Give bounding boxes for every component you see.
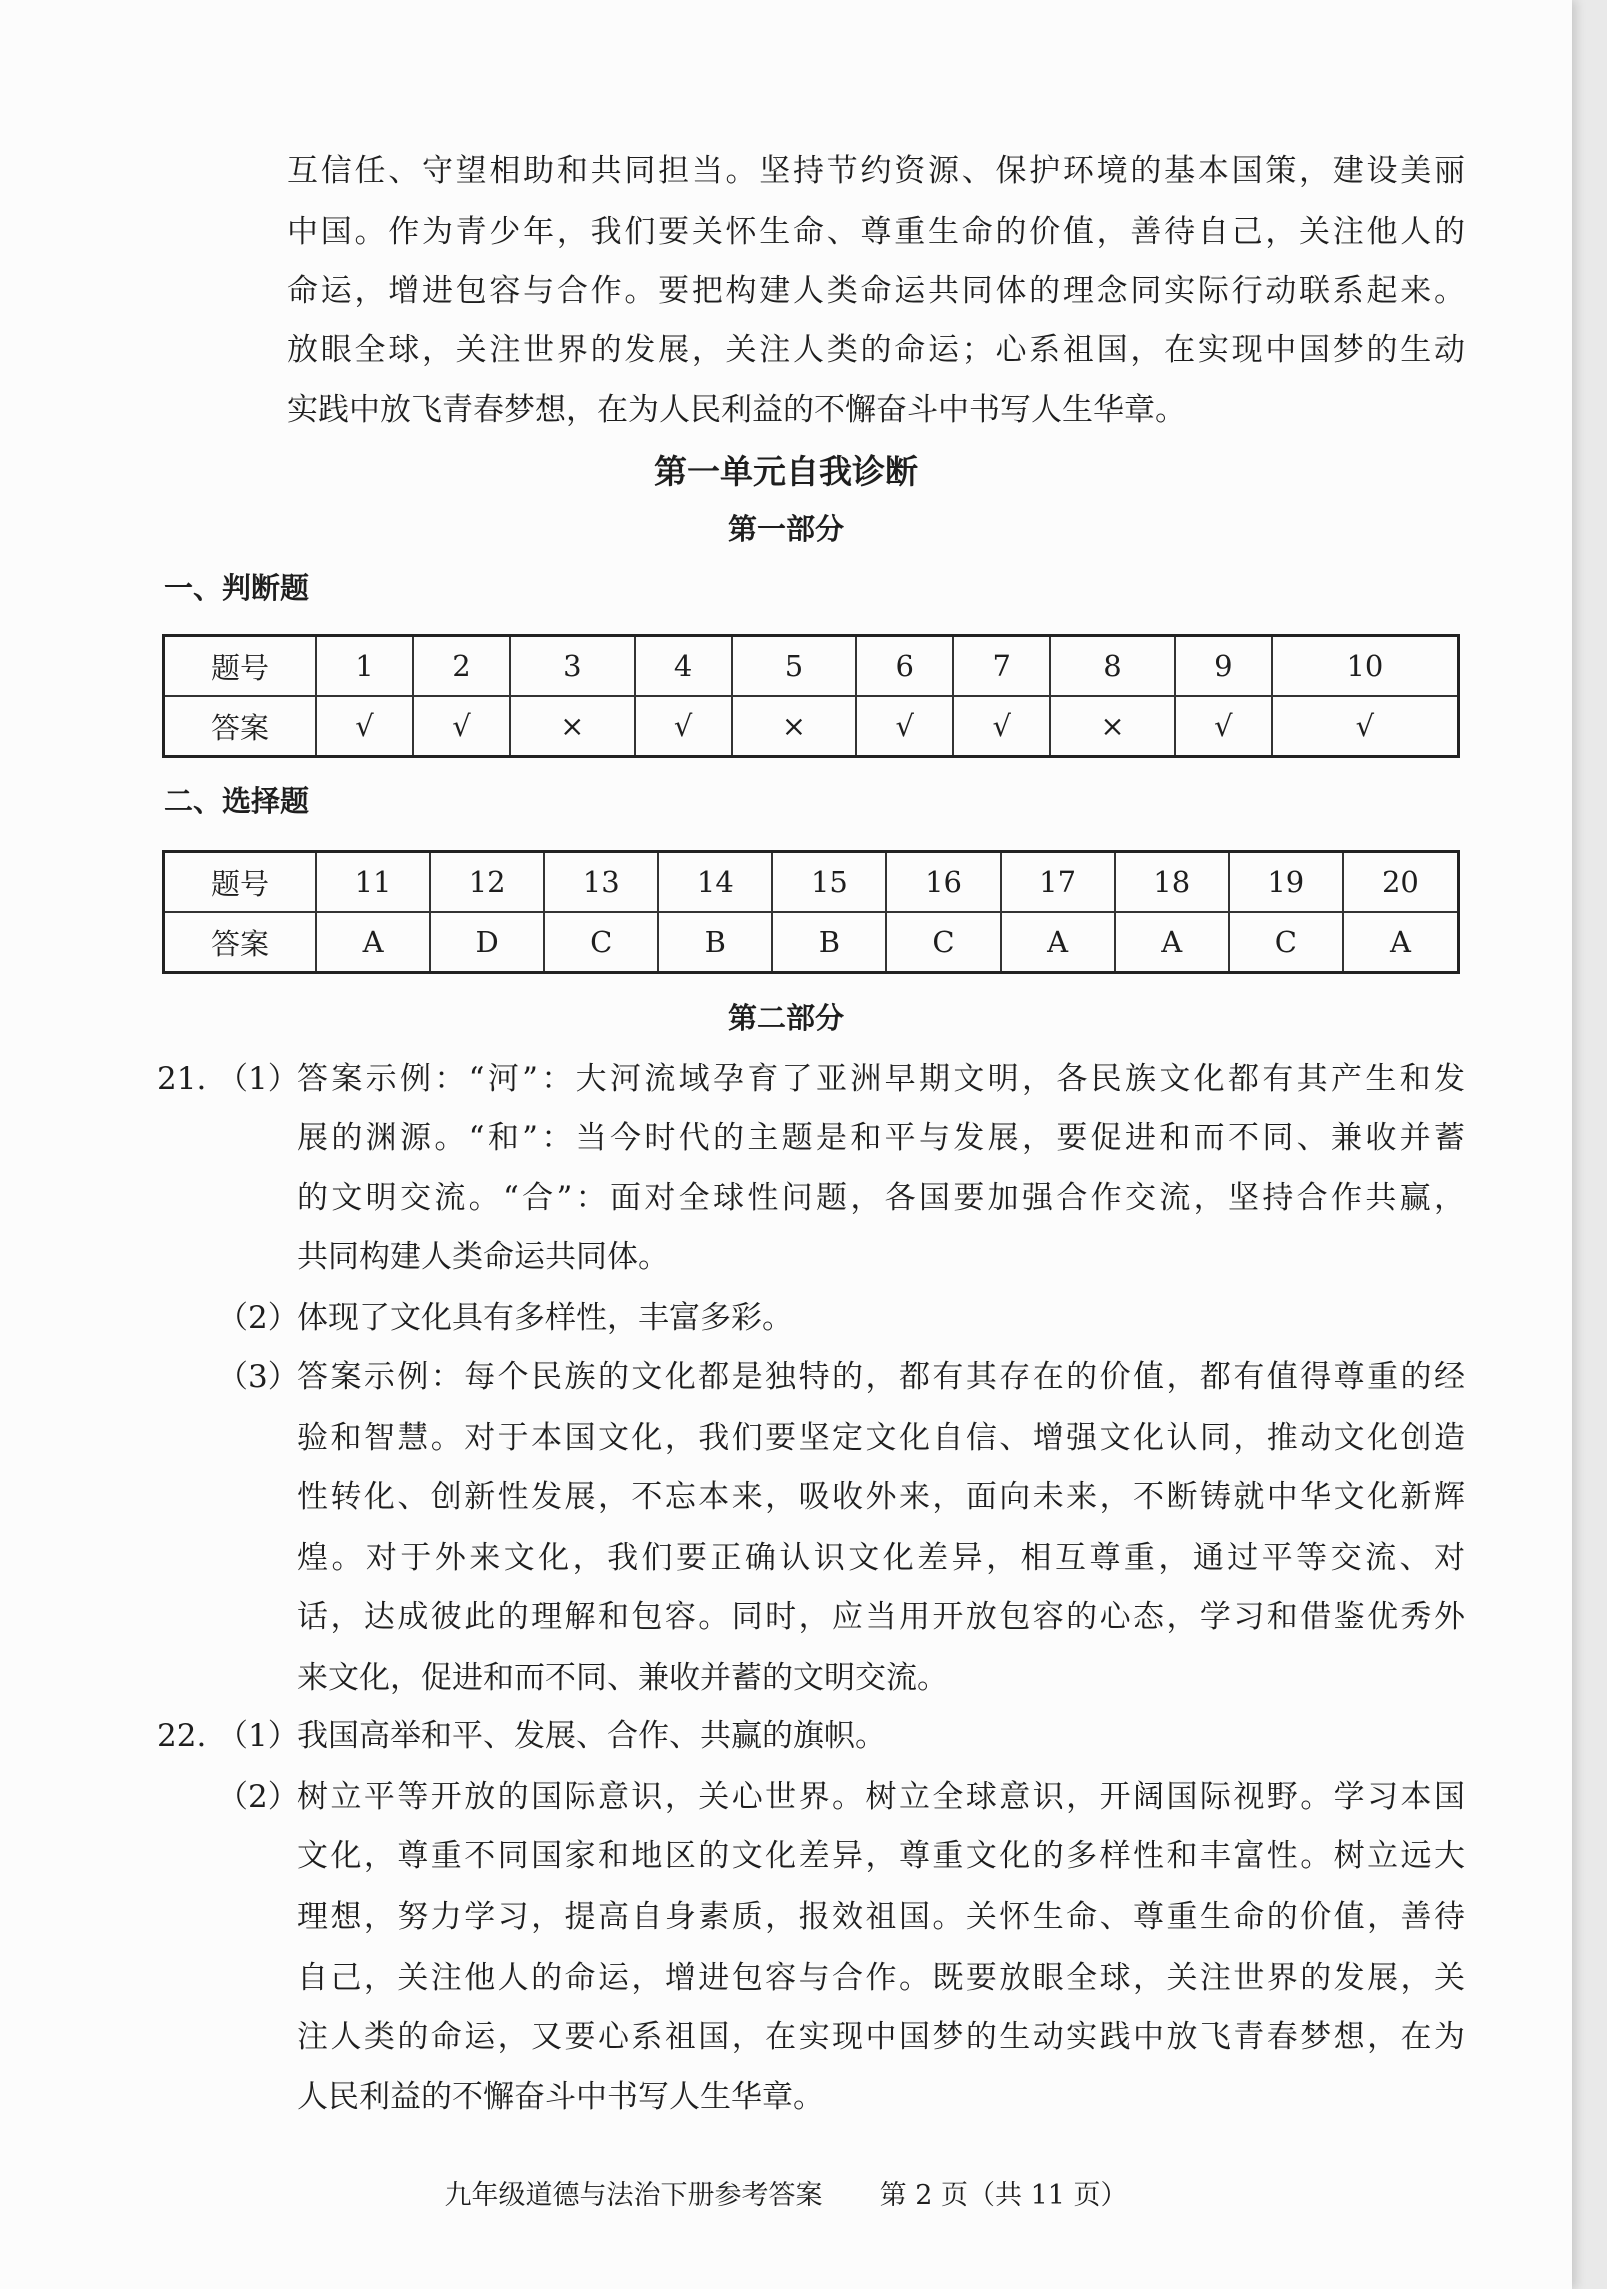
answer-cell: A [1115,912,1229,973]
answer-line: 来文化，促进和而不同、兼收并蓄的文明交流。 [297,1660,948,1696]
question-number: 10 [1272,636,1459,697]
answer-cell: √ [856,696,953,757]
subquestion-label: （1） [217,1061,299,1097]
table-row [164,696,1459,757]
section1-title: 一、判断题 [164,571,310,605]
row-label: 题号 [164,636,317,697]
answer-cell: A [1343,912,1459,973]
question-number: 17 [1001,852,1115,913]
answer-cell: C [544,912,658,973]
answer-cell: √ [1272,696,1459,757]
intro-line: 放眼全球，关注世界的发展，关注人类的命运；心系祖国，在实现中国梦的生动 [287,332,1465,368]
footer-page-number: 第 2 页（共 11 页） [879,2180,1128,2211]
answer-line: 树立平等开放的国际意识，关心世界。树立全球意识，开阔国际视野。学习本国 [297,1779,1465,1815]
table-row [164,636,1459,697]
question-number: 15 [772,852,886,913]
answer-cell: A [1001,912,1115,973]
question-number: 5 [732,636,857,697]
question-number: 12 [430,852,544,913]
row-label: 答案 [164,696,317,757]
answer-cell: C [886,912,1000,973]
answer-line: 性转化、创新性发展，不忘本来，吸收外来，面向未来，不断铸就中华文化新辉 [297,1479,1465,1515]
question-number: 1 [316,636,413,697]
answer-cell: D [430,912,544,973]
answer-line: 自己，关注他人的命运，增进包容与合作。既要放眼全球，关注世界的发展，关 [297,1960,1465,1996]
answer-line: 的文明交流。“合”：面对全球性问题，各国要加强合作交流，坚持合作共赢， [297,1180,1465,1216]
table-row [164,912,1459,973]
subquestion-label: （2） [217,1779,299,1815]
answer-cell: B [658,912,772,973]
question-number-22: 22. [157,1718,207,1754]
part2-title: 第二部分 [727,1001,844,1035]
subquestion-label: （2） [217,1300,299,1336]
true-false-table [162,634,1460,758]
answer-line: 理想，努力学习，提高自身素质，报效祖国。关怀生命、尊重生命的价值，善待 [297,1899,1465,1935]
question-number: 7 [953,636,1050,697]
unit-title: 第一单元自我诊断 [654,452,918,491]
question-number: 8 [1050,636,1175,697]
multiple-choice-table [162,850,1460,974]
answer-cell: √ [635,696,732,757]
answer-cell: A [316,912,430,973]
answer-line: 共同构建人类命运共同体。 [297,1239,669,1275]
intro-line: 命运，增进包容与合作。要把构建人类命运共同体的理念同实际行动联系起来。 [287,273,1465,309]
answer-cell: √ [413,696,510,757]
intro-line: 中国。作为青少年，我们要关怀生命、尊重生命的价值，善待自己，关注他人的 [287,214,1465,250]
question-number: 4 [635,636,732,697]
subquestion-label: （3） [217,1359,299,1395]
answer-cell: √ [1175,696,1272,757]
section2-title: 二、选择题 [164,784,310,818]
question-number: 19 [1229,852,1343,913]
answer-cell: × [732,696,857,757]
answer-cell: C [1229,912,1343,973]
answer-line: 注人类的命运，又要心系祖国，在实现中国梦的生动实践中放飞青春梦想，在为 [297,2019,1465,2055]
footer-book-title: 九年级道德与法治下册参考答案 [444,2180,823,2211]
answer-line: 文化，尊重不同国家和地区的文化差异，尊重文化的多样性和丰富性。树立远大 [297,1838,1465,1874]
question-number: 18 [1115,852,1229,913]
subquestion-label: （1） [217,1718,299,1754]
table-row [164,852,1459,913]
answer-cell: √ [953,696,1050,757]
question-number: 20 [1343,852,1459,913]
answer-line: 验和智慧。对于本国文化，我们要坚定文化自信、增强文化认同，推动文化创造 [297,1420,1465,1456]
answer-line: 我国高举和平、发展、合作、共赢的旗帜。 [297,1718,886,1754]
answer-line: 展的渊源。“和”：当今时代的主题是和平与发展，要促进和而不同、兼收并蓄 [297,1120,1465,1156]
question-number: 11 [316,852,430,913]
question-number: 3 [510,636,635,697]
part1-title: 第一部分 [727,512,844,546]
question-number: 2 [413,636,510,697]
question-number: 14 [658,852,772,913]
question-number: 13 [544,852,658,913]
question-number: 16 [886,852,1000,913]
answer-line: 话，达成彼此的理解和包容。同时，应当用开放包容的心态，学习和借鉴优秀外 [297,1599,1465,1635]
answer-line: 答案示例：每个民族的文化都是独特的，都有其存在的价值，都有值得尊重的经 [297,1359,1465,1395]
intro-line: 实践中放飞青春梦想，在为人民利益的不懈奋斗中书写人生华章。 [287,392,1186,428]
answer-line: 煌。对于外来文化，我们要正确认识文化差异，相互尊重，通过平等交流、对 [297,1540,1465,1576]
answer-line: 体现了文化具有多样性，丰富多彩。 [297,1300,793,1336]
question-number: 6 [856,636,953,697]
answer-cell: B [772,912,886,973]
intro-line: 互信任、守望相助和共同担当。坚持节约资源、保护环境的基本国策，建设美丽 [287,153,1465,189]
question-number-21: 21. [157,1061,207,1097]
question-number: 9 [1175,636,1272,697]
answer-line: 答案示例：“河”：大河流域孕育了亚洲早期文明，各民族文化都有其产生和发 [297,1061,1465,1097]
answer-cell: × [510,696,635,757]
answer-line: 人民利益的不懈奋斗中书写人生华章。 [297,2079,824,2115]
row-label: 题号 [164,852,317,913]
page-footer [0,2176,1572,2216]
row-label: 答案 [164,912,317,973]
answer-cell: √ [316,696,413,757]
answer-cell: × [1050,696,1175,757]
